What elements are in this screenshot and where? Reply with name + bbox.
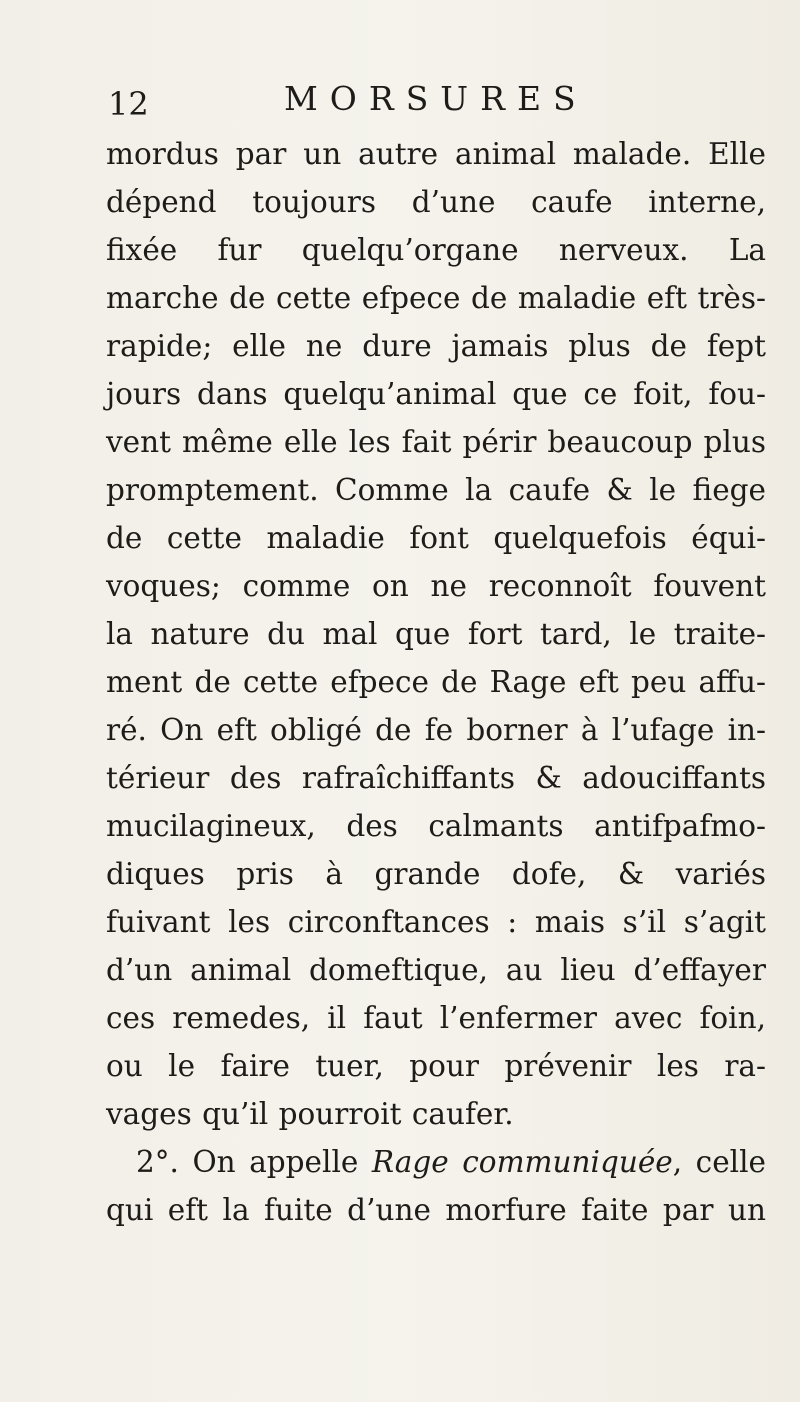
text-line: ou le faire tuer, pour prévenir les ra- xyxy=(106,1049,766,1083)
page-header xyxy=(108,80,768,130)
text-line: ment de cette efpece de Rage eft peu affu- xyxy=(106,665,766,699)
text-line: térieur des rafraîchiffants & adouciffants xyxy=(106,761,766,795)
text-line: mucilagineux, des calmants antifpafmo- xyxy=(106,809,766,843)
body-text xyxy=(106,130,766,1234)
text-line: vent même elle les fait périr beaucoup plus xyxy=(106,425,766,459)
text-line: fixée fur quelqu’organe nerveux. La xyxy=(106,233,766,267)
text-line: ces remedes, il faut l’enfermer avec foin, xyxy=(106,1001,766,1035)
text-line: voques; comme on ne reconnoît fouvent xyxy=(106,569,766,603)
paragraph-2-first-line xyxy=(106,1138,766,1186)
paragraph-2-suffix: , celle xyxy=(672,1145,766,1179)
text-line: jours dans quelqu’animal que ce foit, fou- xyxy=(106,377,766,411)
text-line: promptement. Comme la caufe & le fiege xyxy=(106,473,766,507)
text-line: qui eft la fuite d’une morfure faite par un xyxy=(106,1193,766,1227)
page-number: 12 xyxy=(108,85,149,123)
text-line: d’un animal domeftique, au lieu d’effayer xyxy=(106,953,766,987)
text-line: fuivant les circonftances : mais s’il s’agit xyxy=(106,905,766,939)
text-line: diques pris à grande dofe, & variés xyxy=(106,857,766,891)
text-line: de cette maladie font quelquefois équi- xyxy=(106,521,766,555)
text-line: ré. On eft obligé de fe borner à l’ufage in- xyxy=(106,713,766,747)
paragraph-2-term: Rage communiquée xyxy=(371,1145,673,1179)
text-line: dépend toujours d’une caufe interne, xyxy=(106,185,766,219)
text-line: marche de cette efpece de maladie eft très- xyxy=(106,281,766,315)
running-title: MORSURES xyxy=(284,79,588,118)
text-line: rapide; elle ne dure jamais plus de fept xyxy=(106,329,766,363)
text-line: mordus par un autre animal malade. Elle xyxy=(106,137,766,171)
text-line: vages qu’il pourroit caufer. xyxy=(106,1097,514,1131)
text-line: la nature du mal que fort tard, le traite- xyxy=(106,617,766,651)
paragraph-2-prefix: 2°. On appelle xyxy=(136,1145,372,1179)
